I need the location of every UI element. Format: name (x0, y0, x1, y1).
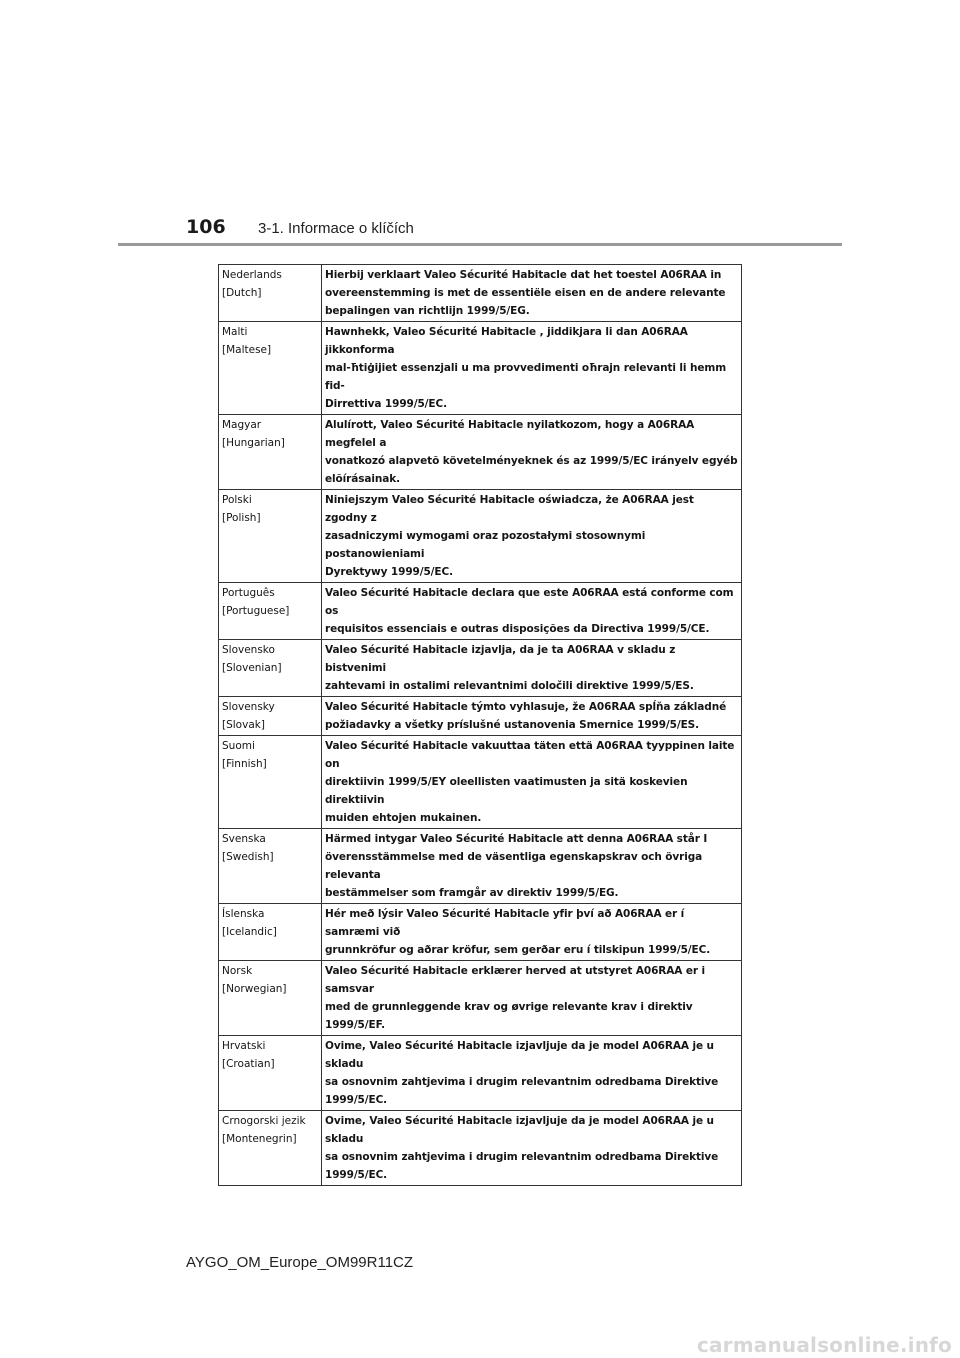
table-row (219, 904, 742, 961)
watermark: carmanualsonline.info (696, 1333, 952, 1357)
page-number: 106 (186, 216, 226, 238)
table-row (219, 1111, 742, 1186)
language-cell: Norsk [Norwegian] (219, 961, 322, 1036)
declaration-text-cell: Valeo Sécurité Habitacle izjavlja, da je ta A06RAA v skladu z bistvenimi zahtevami in ostalimi relevantnimi določili direktive 1999/5/ES. (322, 640, 742, 697)
table-row (219, 490, 742, 583)
declaration-text-cell: Hér með lýsir Valeo Sécurité Habitacle yfir því að A06RAA er í samræmi við grunnkröfur og aðrar kröfur, sem gerðar eru í tilskipun 1999/5/EC. (322, 904, 742, 961)
declaration-text-cell: Hierbij verklaart Valeo Sécurité Habitacle dat het toestel A06RAA in overeenstemming is met de essentiële eisen en de andere relevante bepalingen van richtlijn 1999/5/EG. (322, 265, 742, 322)
language-cell: Nederlands [Dutch] (219, 265, 322, 322)
declaration-text-cell: Valeo Sécurité Habitacle erklærer herved at utstyret A06RAA er i samsvar med de grunnleggende krav og øvrige relevante krav i direktiv 1999/5/EF. (322, 961, 742, 1036)
declaration-text-cell: Härmed intygar Valeo Sécurité Habitacle att denna A06RAA står I överensstämmelse med de väsentliga egenskapskrav och övriga relevanta bestämmelser som framgår av direktiv 1999/5/EG. (322, 829, 742, 904)
declaration-text-cell: Alulírott, Valeo Sécurité Habitacle nyilatkozom, hogy a A06RAA megfelel a vonatkozó alapvetõ követelményeknek és az 1999/5/EC irányelv egyéb elõírásainak. (322, 415, 742, 490)
language-cell: Suomi [Finnish] (219, 736, 322, 829)
declaration-text-cell: Valeo Sécurité Habitacle declara que este A06RAA está conforme com os requisitos essenciais e outras disposições da Directiva 1999/5/CE. (322, 583, 742, 640)
declaration-text-cell: Hawnhekk, Valeo Sécurité Habitacle , jiddikjara li dan A06RAA jikkonforma mal-ħtiġijiet essenzjali u ma provvedimenti oħrajn relevanti li hemm fid- Dirrettiva 1999/5/EC. (322, 322, 742, 415)
declaration-text-cell: Ovime, Valeo Sécurité Habitacle izjavljuje da je model A06RAA je u skladu sa osnovnim zahtjevima i drugim relevantnim odredbama Direktive 1999/5/EC. (322, 1111, 742, 1186)
language-cell: Slovensky [Slovak] (219, 697, 322, 736)
language-cell: Malti [Maltese] (219, 322, 322, 415)
declaration-text-cell: Niniejszym Valeo Sécurité Habitacle oświadcza, że A06RAA jest zgodny z zasadniczymi wymogami oraz pozostałymi stosownymi postanowieniami Dyrektywy 1999/5/EC. (322, 490, 742, 583)
table-row (219, 1036, 742, 1111)
document-code: AYGO_OM_Europe_OM99R11CZ (186, 1254, 414, 1271)
table-row (219, 736, 742, 829)
language-cell: Slovensko [Slovenian] (219, 640, 322, 697)
language-cell: Íslenska [Icelandic] (219, 904, 322, 961)
table-row (219, 583, 742, 640)
language-cell: Português [Portuguese] (219, 583, 322, 640)
table-row (219, 829, 742, 904)
language-cell: Svenska [Swedish] (219, 829, 322, 904)
declaration-text-cell: Ovime, Valeo Sécurité Habitacle izjavljuje da je model A06RAA je u skladu sa osnovnim zahtjevima i drugim relevantnim odredbama Direktive 1999/5/EC. (322, 1036, 742, 1111)
section-title: 3-1. Informace o klíčích (258, 220, 414, 237)
language-cell: Crnogorski jezik [Montenegrin] (219, 1111, 322, 1186)
language-cell: Magyar [Hungarian] (219, 415, 322, 490)
declaration-text-cell: Valeo Sécurité Habitacle týmto vyhlasuje, že A06RAA spĺňa základné požiadavky a všetky príslušné ustanovenia Smernice 1999/5/ES. (322, 697, 742, 736)
declaration-table (218, 264, 742, 1186)
table-row (219, 640, 742, 697)
declaration-table-body (219, 265, 742, 1186)
table-row (219, 415, 742, 490)
language-cell: Hrvatski [Croatian] (219, 1036, 322, 1111)
table-row (219, 697, 742, 736)
table-row (219, 961, 742, 1036)
header-rule (118, 243, 842, 246)
declaration-text-cell: Valeo Sécurité Habitacle vakuuttaa täten että A06RAA tyyppinen laite on direktiivin 1999/5/EY oleellisten vaatimusten ja sitä koskevien direktiivin muiden ehtojen mukainen. (322, 736, 742, 829)
language-cell: Polski [Polish] (219, 490, 322, 583)
table-row (219, 265, 742, 322)
table-row (219, 322, 742, 415)
